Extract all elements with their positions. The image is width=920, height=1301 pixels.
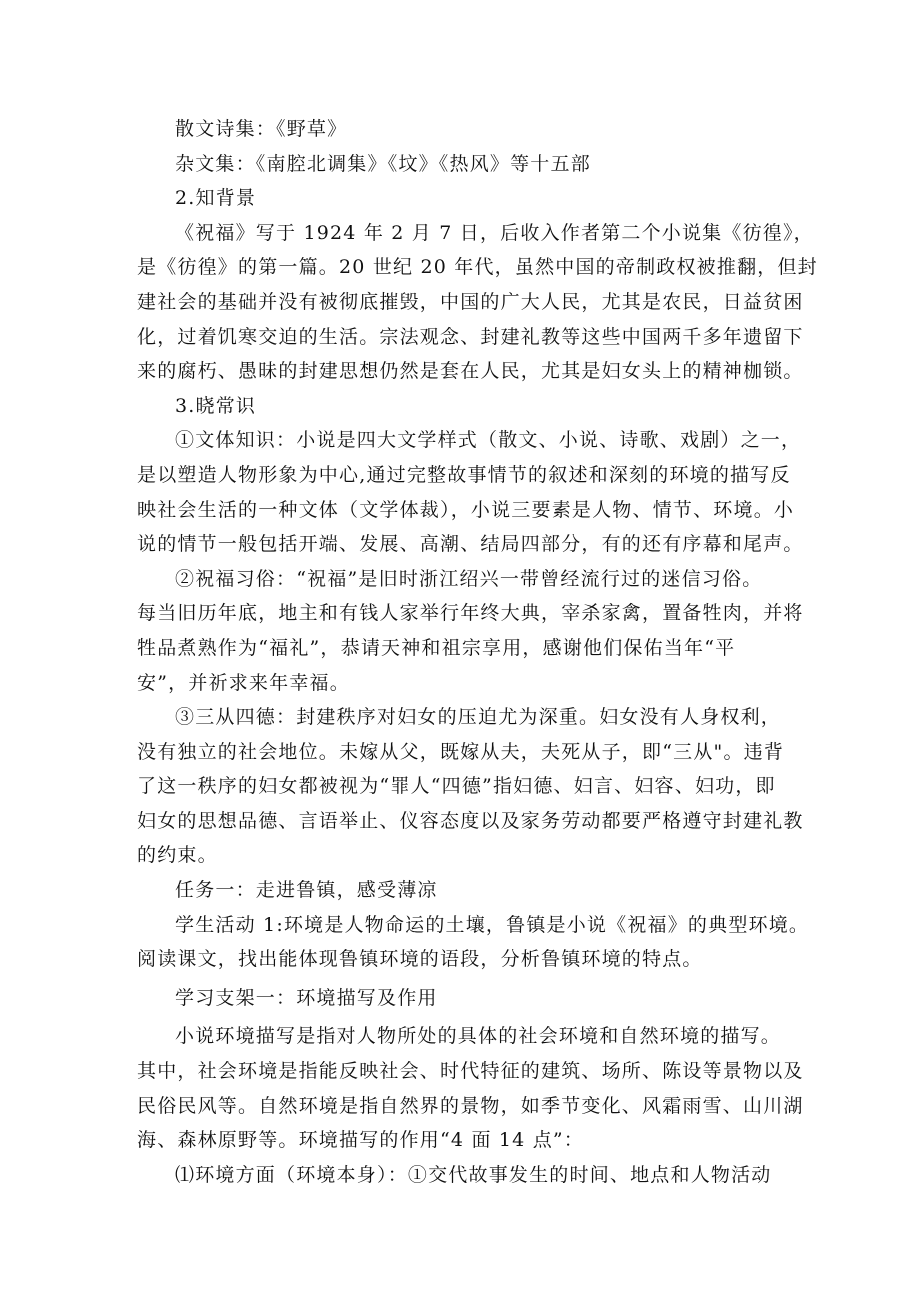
paragraph-line: 建社会的基础并没有被彻底摧毁，中国的广大人民，尤其是农民，日益贫困 <box>137 290 804 313</box>
document-page <box>137 112 818 1192</box>
paragraph-line: 的约束。 <box>137 844 218 867</box>
paragraph-line: 是以塑造人物形象为中心,通过完整故事情节的叙述和深刻的环境的描写反 <box>137 463 791 486</box>
paragraph-line: 化，过着饥寒交迫的生活。宗法观念、封建礼教等这些中国两千多年遗留下 <box>137 325 804 348</box>
paragraph-line: 来的腐朽、愚昧的封建思想仍然是套在人民，尤其是妇女头上的精神枷锁。 <box>137 360 804 383</box>
paragraph-line: 每当旧历年底，地主和有钱人家举行年终大典，宰杀家禽，置备牲肉，并将 <box>137 602 804 625</box>
paragraph-line: 没有独立的社会地位。未嫁从父，既嫁从夫，夫死从子，即“三从"。违背 <box>137 740 785 763</box>
paragraph-line: 说的情节一般包括开端、发展、高潮、结局四部分，有的还有序幕和尾声。 <box>137 533 804 556</box>
paragraph-line: 了这一秩序的妇女都被视为“罪人“四德”指妇德、妇言、妇容、妇功，即 <box>137 775 776 798</box>
paragraph-line: 海、森林原野等。环境描写的作用“4 面 14 点”： <box>137 1129 585 1152</box>
text-line: 散文诗集：《野草》 <box>175 118 348 140</box>
paragraph-line: 小说环境描写是指对人物所处的具体的社会环境和自然环境的描写。 <box>175 1025 782 1048</box>
paragraph-line: 安”，并祈求来年幸福。 <box>137 671 350 694</box>
text-line: 杂文集：《南腔北调集》《坟》《热风》等十五部 <box>175 152 591 175</box>
task-heading: 任务一：走进鲁镇，感受薄凉 <box>175 879 438 902</box>
paragraph-line: ③三从四德：封建秩序对妇女的压迫尤为深重。妇女没有人身权利， <box>175 706 782 729</box>
paragraph-line: ⑴环境方面（环境本身）：①交代故事发生的时间、地点和人物活动 <box>175 1163 772 1186</box>
paragraph-line: 《祝福》写于 1924 年 2 月 7 日，后收入作者第二个小说集《彷徨》， <box>175 221 814 244</box>
paragraph-line: 妇女的思想品德、言语举止、仪容态度以及家务劳动都要严格遵守封建礼教 <box>137 809 804 832</box>
paragraph-line: 阅读课文，找出能体现鲁镇环境的语段，分析鲁镇环境的特点。 <box>137 948 703 971</box>
paragraph-line: 学生活动 1:环境是人物命运的土壤，鲁镇是小说《祝福》的典型环境。 <box>175 913 810 936</box>
paragraph-line: 其中，社会环境是指能反映社会、时代特征的建筑、场所、陈设等景物以及 <box>137 1060 804 1083</box>
paragraph-line: 是《彷徨》的第一篇。20 世纪 20 年代，虽然中国的帝制政权被推翻，但封 <box>137 256 818 279</box>
section-heading-knowledge: 3.晓常识 <box>175 394 257 417</box>
paragraph-line: ②祝福习俗：“祝福”是旧时浙江绍兴一带曾经流行过的迷信习俗。 <box>175 567 763 590</box>
paragraph-line: 映社会生活的一种文体（文学体裁），小说三要素是人物、情节、环境。小 <box>137 498 795 521</box>
paragraph-line: 牲品煮熟作为“福礼”，恭请天神和祖宗享用，感谢他们保佑当年“平 <box>137 636 736 659</box>
scaffold-heading: 学习支架一：环境描写及作用 <box>175 986 438 1009</box>
paragraph-line: 民俗民风等。自然环境是指自然界的景物，如季节变化、风霜雨雪、山川湖 <box>137 1094 804 1117</box>
section-heading-background: 2.知背景 <box>175 187 257 210</box>
paragraph-line: ①文体知识：小说是四大文学样式（散文、小说、诗歌、戏剧）之一， <box>175 429 802 452</box>
